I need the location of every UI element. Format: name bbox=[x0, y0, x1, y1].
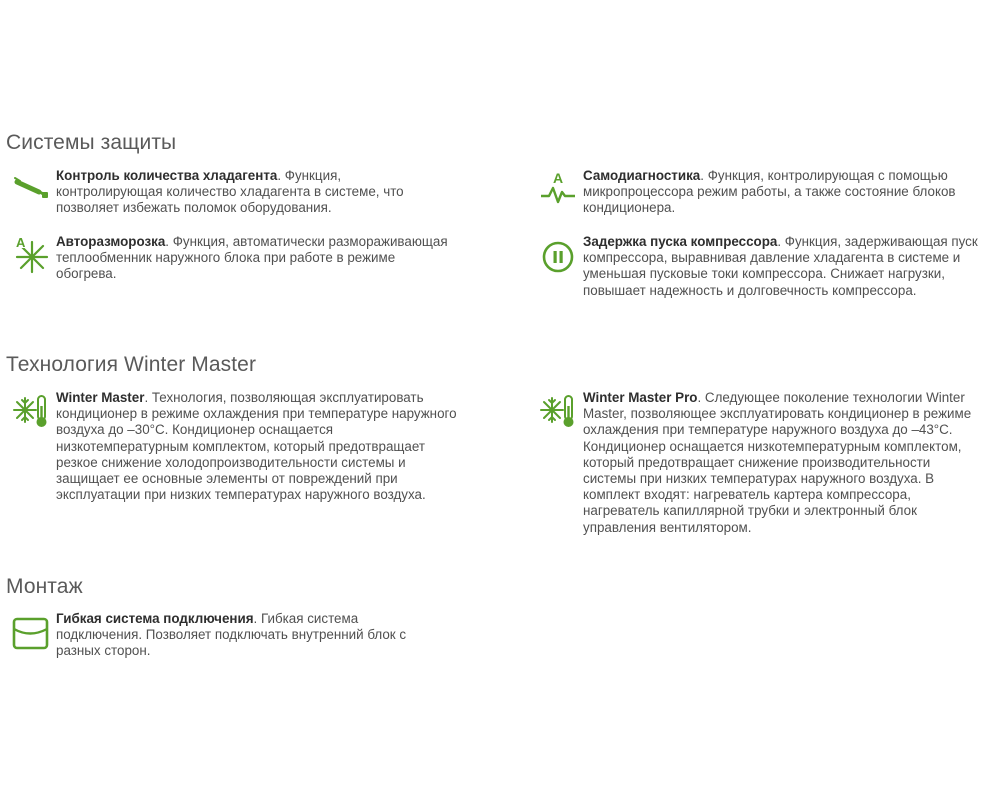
feature-compressor-delay bbox=[539, 234, 979, 320]
feature-description: . Функция, задерживающая пуск компрессора, выравнивая давление хладагента в системе и уменьшая пусковые токи компрессора. Снижает нагрузки, повышает надежность и долговечность компрессора. bbox=[583, 234, 978, 298]
feature-description: . Следующее поколение технологии Winter Master, позволяющее эксплуатировать кондиционер в режиме охлаждения при температуре наружного воздуха до –43°C. Кондиционер оснащается низкотемпературным комплектом, который предотвращает снижение производительности системы при низких температурах наружного воздуха. В комплект входят: нагреватель картера компрессора, нагреватель капиллярной трубки и электронный блок управления вентилятором. bbox=[583, 390, 972, 535]
feature-winter-master-pro bbox=[539, 390, 979, 542]
section-title-mounting: Монтаж bbox=[6, 575, 83, 598]
feature-name: Winter Master bbox=[56, 390, 145, 405]
self-diagnostics-icon bbox=[539, 168, 579, 208]
feature-description: . Технология, позволяющая эксплуатировать кондиционер в режиме охлаждения при температуре наружного воздуха до –30°C. Кондиционер оснащается низкотемпературным комплектом, который предотвращает резкое снижение холодопроизводительности системы и защищает ее основные элементы от повреждений при эксплуатации при низких температурах наружного воздуха. bbox=[56, 390, 457, 503]
svg-text:A: A bbox=[16, 235, 26, 250]
feature-name: Winter Master Pro bbox=[583, 390, 698, 405]
auto-defrost-icon bbox=[12, 234, 52, 274]
feature-name: Авторазморозка bbox=[56, 234, 166, 249]
feature-description: . Функция, контролирующая количество хладагента в системе, что позволяет избежать поломок оборудования. bbox=[56, 168, 404, 216]
feature-description: . Функция, контролирующая с помощью микропроцессора режим работы, а также состояние блоков кондиционера. bbox=[583, 168, 956, 216]
feature-name: Самодиагностика bbox=[583, 168, 701, 183]
flexible-connection-icon bbox=[12, 611, 52, 651]
feature-description: . Гибкая система подключения. Позволяет подключать внутренний блок с разных сторон. bbox=[56, 611, 407, 659]
compressor-delay-icon bbox=[539, 234, 579, 274]
feature-self-diagnostics bbox=[539, 168, 969, 218]
feature-name: Контроль количества хладагента bbox=[56, 168, 278, 183]
refrigerant-icon bbox=[12, 168, 52, 208]
feature-description: . Функция, автоматически размораживающая теплообменник наружного блока при работе в режиме обогрева. bbox=[56, 234, 448, 282]
feature-flexible-connection bbox=[12, 611, 452, 665]
svg-text:A: A bbox=[553, 170, 564, 186]
section-title-protection: Системы защиты bbox=[6, 131, 177, 154]
winter-master-icon bbox=[12, 390, 52, 430]
feature-refrigerant-control bbox=[12, 168, 442, 218]
feature-name: Гибкая система подключения bbox=[56, 611, 254, 626]
feature-winter-master bbox=[12, 390, 462, 525]
winter-master-pro-icon bbox=[539, 390, 579, 430]
feature-auto-defrost bbox=[12, 234, 452, 284]
section-title-winter: Технология Winter Master bbox=[6, 353, 257, 376]
feature-name: Задержка пуска компрессора bbox=[583, 234, 778, 249]
